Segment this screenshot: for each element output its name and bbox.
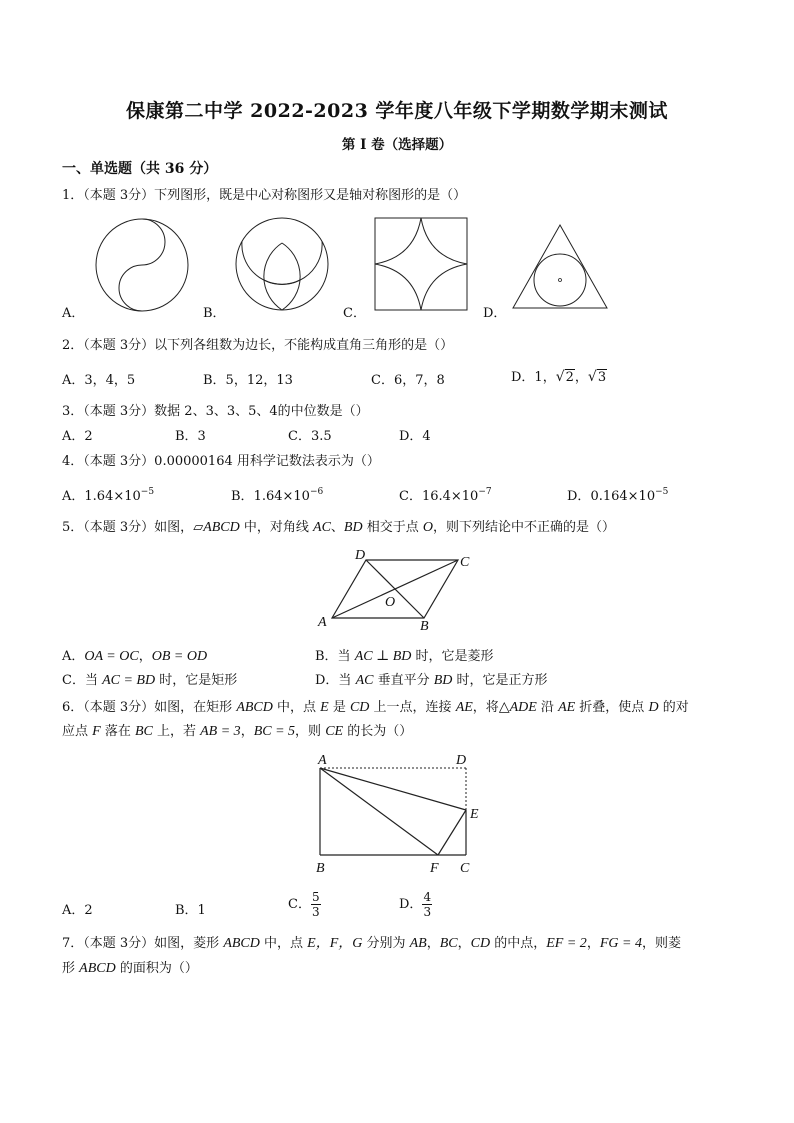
q3-option-a: A．2 (62, 429, 93, 444)
q1-figure-c (374, 217, 468, 311)
q1-option-b-label: B． (203, 306, 226, 321)
q5-option-a: A．OA = OC，OB = OD (62, 649, 208, 664)
exam-subtitle: 第 I 卷（选择题） (341, 137, 453, 153)
q6-option-c: C． $\frac{5}{3}$ (288, 890, 320, 919)
q5-label-d: D (355, 548, 366, 563)
q6-label-a: A (318, 753, 327, 768)
question-7-stem-line-1: 7．（本题 3分）如图，菱形 ABCD 中，点 E，F，G 分别为 AB，BC，CD 的中点，EF = 2，FG = 4，则菱 (62, 936, 681, 951)
q6-option-b: B．1 (175, 903, 206, 918)
q3-option-b: B．3 (175, 429, 206, 444)
q6-rectangle-figure (312, 750, 492, 876)
fraction-five-thirds: $\frac{5}{3}$ (311, 890, 320, 919)
q6-option-d: D． $\frac{4}{3}$ (399, 890, 432, 919)
q3-option-c: C．3.5 (288, 429, 332, 444)
question-2-stem: 2．（本题 3分）以下列各组数为边长，不能构成直角三角形的是（） (62, 338, 454, 353)
sqrt-2: √2 (555, 369, 574, 385)
q5-option-b: B．当 AC ⊥ BD 时，它是菱形 (315, 649, 494, 664)
sqrt-3: √3 (587, 369, 607, 385)
q6-label-b: B (316, 861, 325, 876)
q4-option-b: B．$1.64\times 10^{-6}$ (231, 487, 324, 504)
q1-figure-a (92, 215, 192, 315)
q2-d-prefix: D．1， (511, 370, 556, 385)
exam-title: 保康第二中学 2022-2023 学年度八年级下学期数学期末测试 (126, 100, 668, 122)
q2-d-comma: ， (574, 370, 588, 385)
q1-figure-d (512, 224, 608, 310)
q2-option-d (511, 366, 607, 385)
q3-option-d: D．4 (399, 429, 431, 444)
question-5-stem: 5．（本题 3分）如图，▱ABCD 中，对角线 AC、BD 相交于点 O，则下列结论中不正确的是（） (62, 520, 615, 535)
q4-option-a: A．$1.64\times 10^{-5}$ (62, 487, 155, 504)
q1-option-a-label: A． (62, 306, 85, 321)
q4-option-d: D．$0.164\times 10^{-5}$ (567, 487, 669, 504)
q5-option-d: D．当 AC 垂直平分 BD 时，它是正方形 (315, 673, 548, 688)
q6-label-d: D (456, 753, 467, 768)
q6-label-e: E (470, 807, 479, 822)
q5-option-c: C．当 AC = BD 时，它是矩形 (62, 673, 238, 688)
q6-label-f: F (430, 861, 439, 876)
question-6-stem-line-2: 应点 F 落在 BC 上，若 AB = 3，BC = 5，则 CE 的长为（） (62, 724, 413, 739)
q5-parallelogram-figure (314, 548, 484, 634)
question-6-stem-line-1: 6．（本题 3分）如图，在矩形 ABCD 中，点 E 是 CD 上一点，连接 AE，将△ADE 沿 AE 折叠，使点 D 的对 (62, 700, 689, 715)
question-3-stem: 3．（本题 3分）数据 2、3、3、5、4的中位数是（） (62, 404, 369, 419)
q5-label-b: B (420, 619, 429, 634)
q2-option-a: A．3，4，5 (62, 373, 136, 388)
q6-label-c: C (460, 861, 470, 876)
question-1-stem: 1．（本题 3分）下列图形，既是中心对称图形又是轴对称图形的是（） (62, 188, 467, 203)
question-4-stem: 4．（本题 3分）0.00000164 用科学记数法表示为（） (62, 454, 380, 469)
q1-figure-b (232, 214, 332, 314)
q5-label-a: A (318, 615, 327, 630)
fraction-four-thirds: $\frac{4}{3}$ (423, 890, 432, 919)
q2-option-c: C．6，7，8 (371, 373, 445, 388)
q5-label-o: O (385, 595, 396, 610)
q4-option-c: C．$16.4\times 10^{-7}$ (399, 487, 492, 504)
q1-option-d-label: D． (483, 306, 507, 321)
q5-label-c: C (460, 555, 470, 570)
q2-option-b: B．5，12，13 (203, 373, 293, 388)
section-heading: 一、单选题（共 36 分） (62, 161, 218, 177)
question-7-stem-line-2: 形 ABCD 的面积为（） (62, 961, 198, 976)
q1-option-c-label: C． (343, 306, 366, 321)
q6-option-a: A．2 (62, 903, 93, 918)
